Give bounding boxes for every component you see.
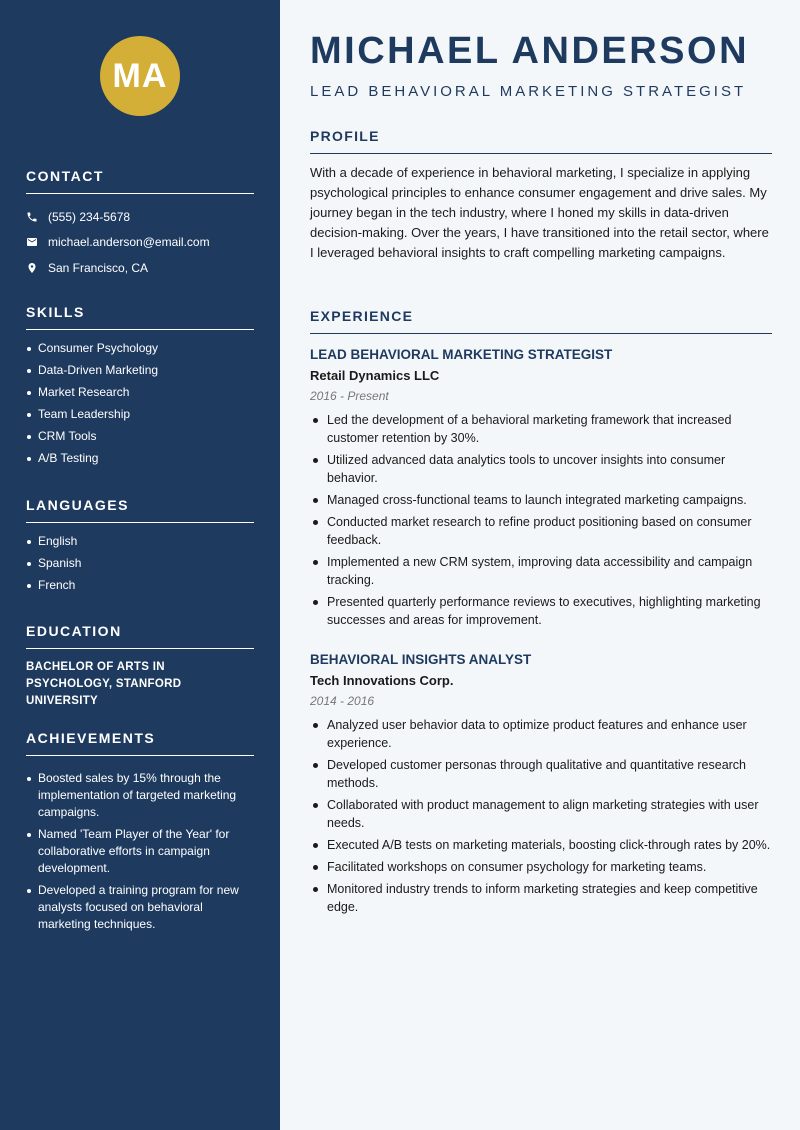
skill-item: CRM Tools: [26, 428, 254, 445]
education-degree: BACHELOR OF ARTS IN PSYCHOLOGY, STANFORD UNIVERSITY: [26, 661, 182, 707]
job-bullet: Implemented a new CRM system, improving data accessibility and campaign tracking.: [310, 553, 772, 589]
candidate-title: LEAD BEHAVIORAL MARKETING STRATEGIST: [310, 83, 747, 100]
language-item: English: [26, 533, 254, 550]
job-entry: [310, 347, 772, 633]
job-bullet: Monitored industry trends to inform marketing strategies and keep competitive edge.: [310, 880, 772, 916]
job-bullet: Managed cross-functional teams to launch integrated marketing campaigns.: [310, 491, 772, 509]
job-bullet: Developed customer personas through qualitative and quantitative research methods.: [310, 756, 772, 792]
languages-list: [26, 533, 254, 594]
skills-heading: SKILLS: [26, 304, 254, 330]
achievement-item: Boosted sales by 15% through the implementation of targeted marketing campaigns.: [26, 770, 254, 821]
job-title: LEAD BEHAVIORAL MARKETING STRATEGIST: [310, 347, 613, 362]
candidate-name: MICHAEL ANDERSON: [310, 30, 750, 72]
job-bullet: Conducted market research to refine product positioning based on consumer feedback.: [310, 513, 772, 549]
job-bullets: [310, 411, 772, 629]
email-text: michael.anderson@email.com: [48, 235, 210, 250]
contact-section: [26, 168, 254, 281]
contact-heading: CONTACT: [26, 168, 254, 194]
achievement-item: Developed a training program for new analysts focused on behavioral marketing techniques.: [26, 882, 254, 933]
job-bullet: Analyzed user behavior data to optimize product features and enhance user experience.: [310, 716, 772, 752]
languages-heading: LANGUAGES: [26, 497, 254, 523]
job-bullet: Presented quarterly performance reviews to executives, highlighting marketing successes and areas for improvement.: [310, 593, 772, 629]
location-text: San Francisco, CA: [48, 260, 149, 275]
location-pin-icon: [26, 262, 48, 274]
job-entry: [310, 652, 772, 920]
profile-text: With a decade of experience in behavioral marketing, I specialize in applying psychological principles to enhance consumer engagement and drive sales. My journey began in the tech industry, where I honed my skills in data-driven decision-making. Over the years, I have transitioned into the retail sector, where I leveraged behavioral insights to craft compelling marketing campaigns.: [310, 165, 769, 260]
job-dates: 2014 - 2016: [310, 694, 375, 708]
achievements-section: [26, 730, 254, 938]
achievements-list: [26, 770, 254, 933]
avatar-initials: MA: [100, 36, 180, 116]
skill-item: A/B Testing: [26, 450, 254, 467]
skill-item: Team Leadership: [26, 406, 254, 423]
profile-heading: PROFILE: [310, 128, 772, 154]
language-item: French: [26, 577, 254, 594]
skill-item: Data-Driven Marketing: [26, 362, 254, 379]
contact-email[interactable]: [26, 230, 254, 256]
job-bullet: Facilitated workshops on consumer psychology for marketing teams.: [310, 858, 772, 876]
achievements-heading: ACHIEVEMENTS: [26, 730, 254, 756]
skills-list: [26, 340, 254, 467]
job-company: Retail Dynamics LLC: [310, 368, 440, 383]
skills-section: [26, 304, 254, 472]
job-bullet: Executed A/B tests on marketing materials, boosting click-through rates by 20%.: [310, 836, 772, 854]
job-dates: 2016 - Present: [310, 389, 389, 403]
email-icon: [26, 236, 48, 248]
education-section: [26, 623, 254, 710]
job-bullet: Collaborated with product management to align marketing strategies with user needs.: [310, 796, 772, 832]
job-bullet: Utilized advanced data analytics tools to uncover insights into consumer behavior.: [310, 451, 772, 487]
job-title: BEHAVIORAL INSIGHTS ANALYST: [310, 652, 532, 667]
skill-item: Consumer Psychology: [26, 340, 254, 357]
languages-section: [26, 497, 254, 599]
job-company: Tech Innovations Corp.: [310, 673, 454, 688]
job-bullets: [310, 716, 772, 916]
contact-location: [26, 255, 254, 281]
education-heading: EDUCATION: [26, 623, 254, 649]
job-bullet: Led the development of a behavioral marketing framework that increased customer retention by 30%.: [310, 411, 772, 447]
language-item: Spanish: [26, 555, 254, 572]
phone-text: (555) 234-5678: [48, 209, 131, 224]
sidebar: [0, 0, 280, 1130]
phone-icon: [26, 211, 48, 223]
experience-heading: EXPERIENCE: [310, 308, 772, 334]
skill-item: Market Research: [26, 384, 254, 401]
contact-phone[interactable]: [26, 204, 254, 230]
achievement-item: Named 'Team Player of the Year' for collaborative efforts in campaign development.: [26, 826, 254, 877]
